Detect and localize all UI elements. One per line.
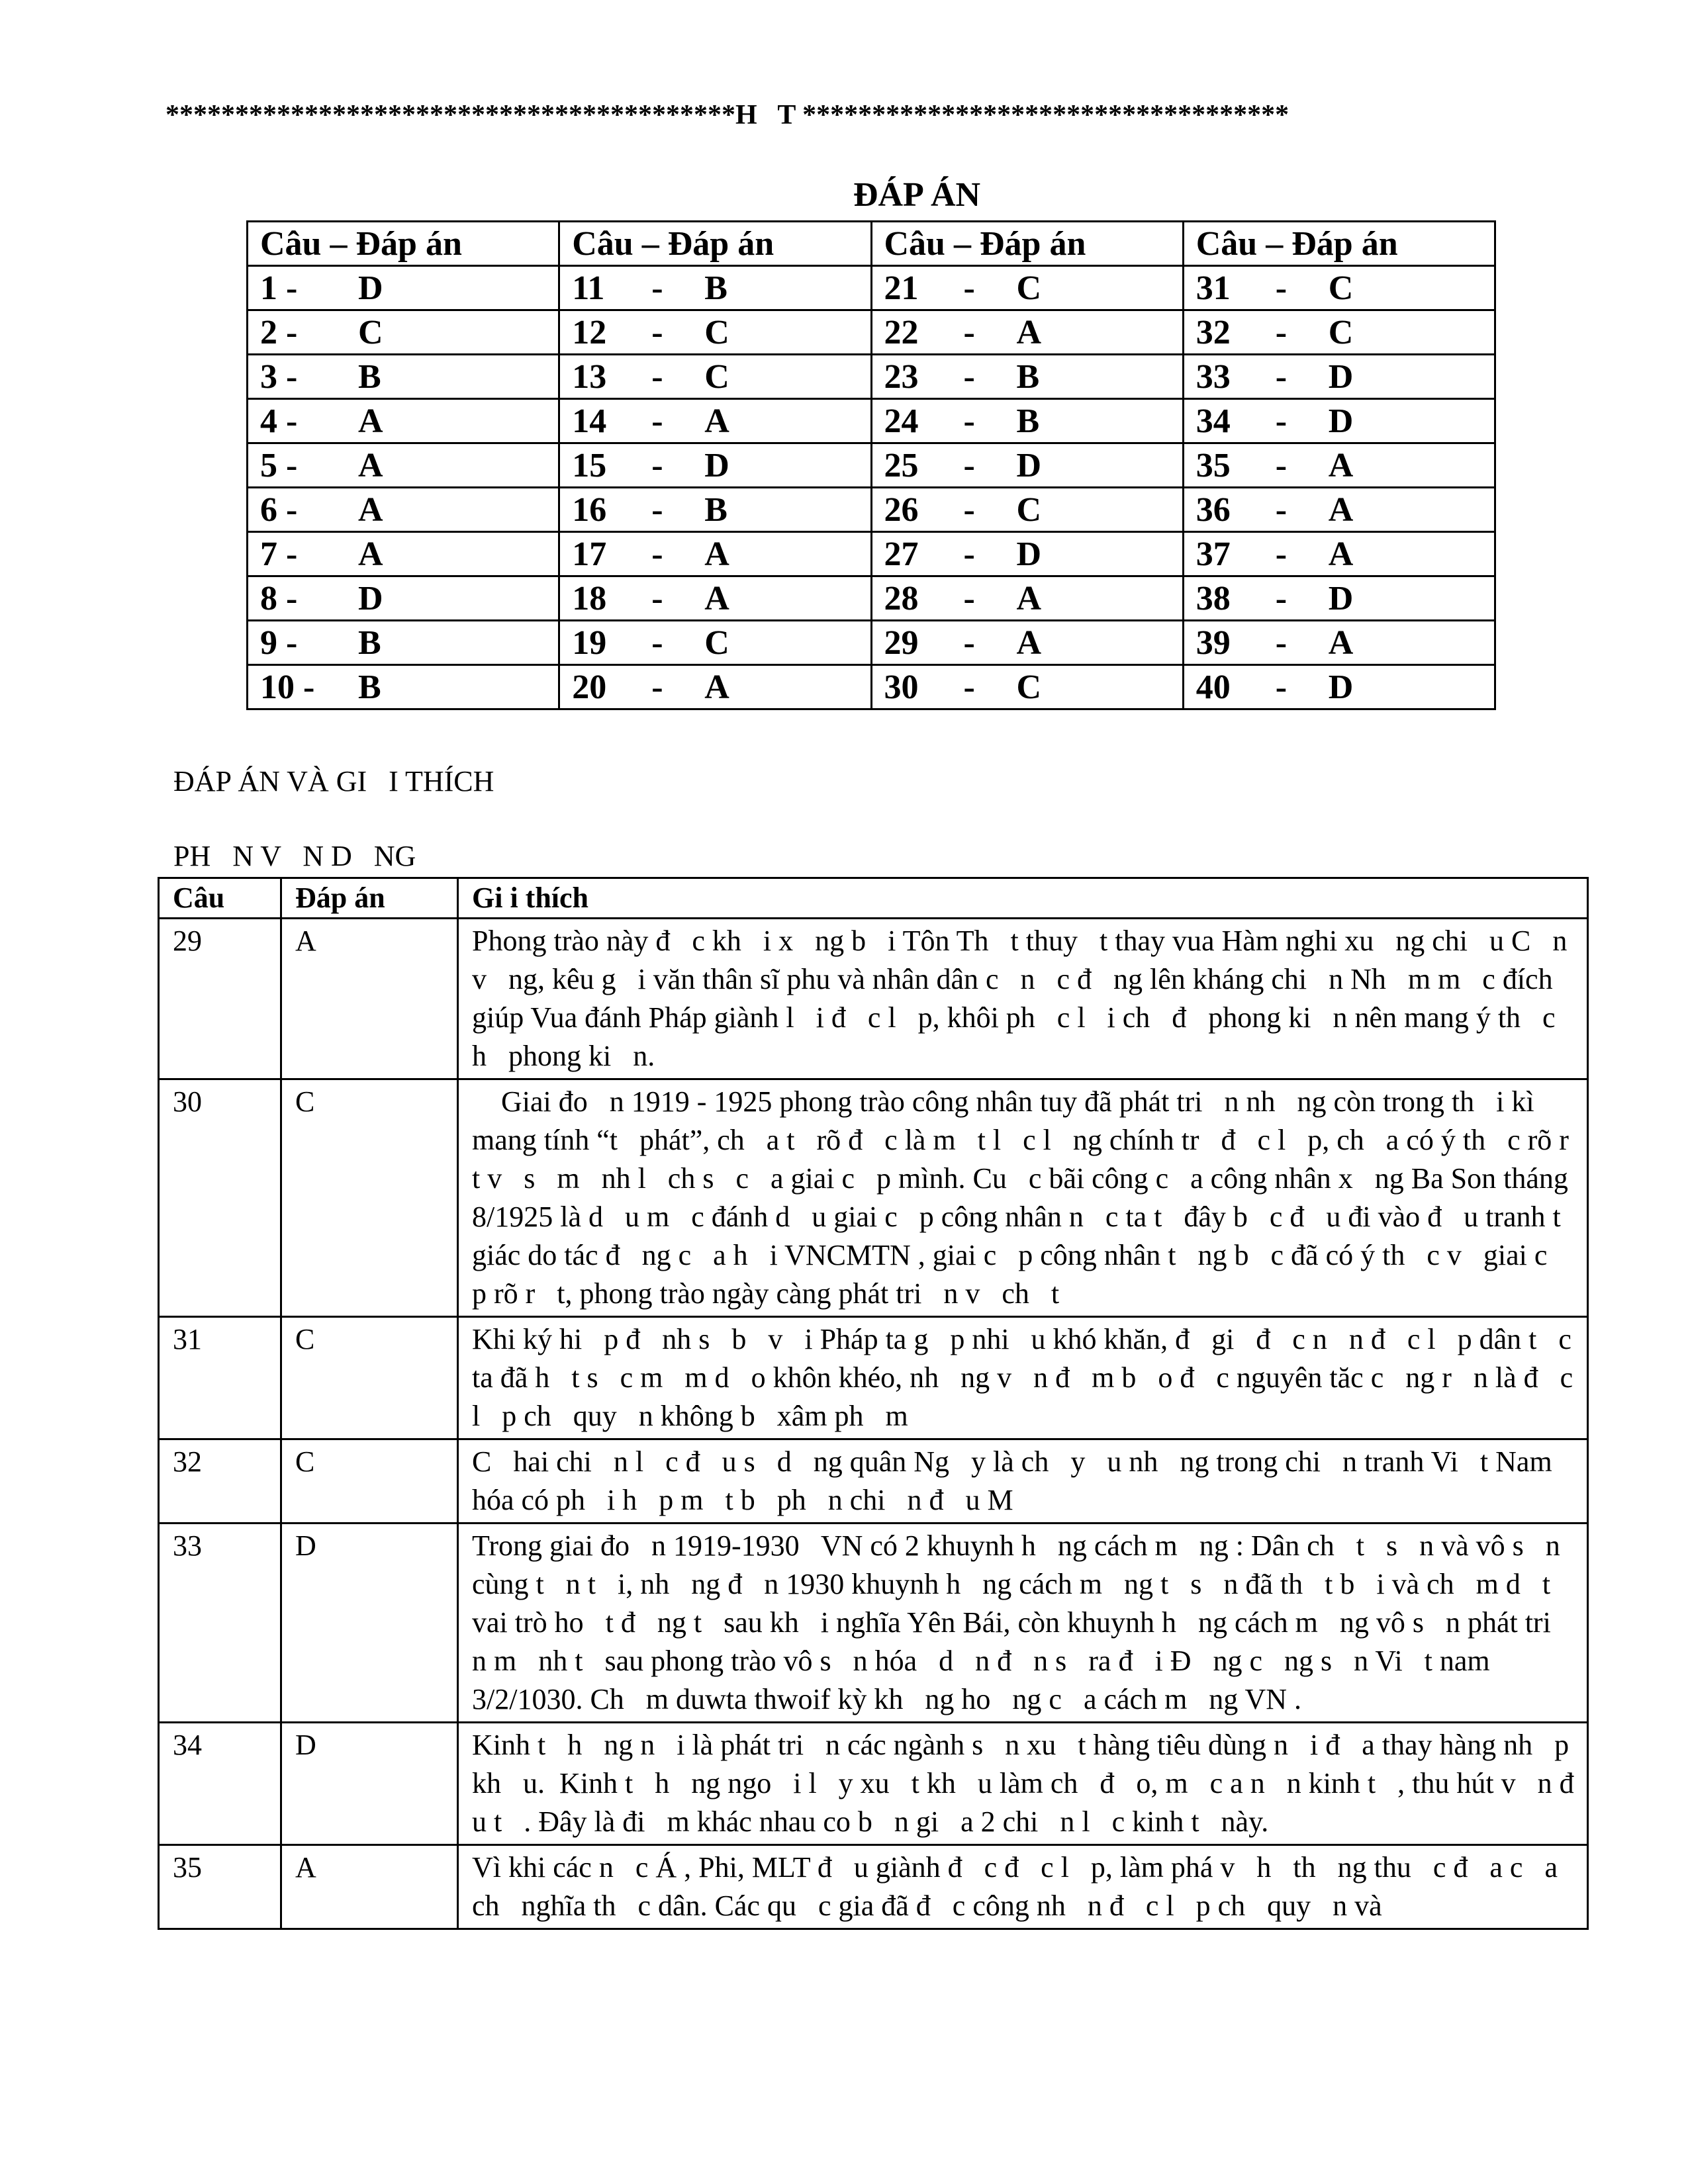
separator-dash: - <box>651 446 663 484</box>
answer-letter: A <box>358 402 383 440</box>
column-header-explanation: Gi i thích <box>458 878 1588 919</box>
answer-letter: A <box>704 402 729 440</box>
answer-cell <box>871 621 1183 665</box>
question-number: 33 <box>159 1524 281 1723</box>
answer-cell <box>248 443 559 488</box>
column-header: Câu – Đáp án <box>559 222 871 266</box>
section-heading: ĐÁP ÁN VÀ GI I THÍCH <box>173 765 494 797</box>
answer-letter: D <box>281 1524 458 1723</box>
answer-letter: D <box>1016 446 1042 484</box>
answer-cell <box>1183 399 1495 443</box>
answer-cell <box>559 665 871 709</box>
question-number: 32 <box>159 1439 281 1524</box>
question-number: 36 <box>1196 490 1231 529</box>
question-number: 6 - <box>260 490 298 529</box>
separator-dash: - <box>963 535 975 573</box>
question-number: 5 - <box>260 446 298 484</box>
answer-cell <box>248 665 559 709</box>
answer-cell <box>871 399 1183 443</box>
answer-cell <box>1183 621 1495 665</box>
answer-letter: A <box>1328 490 1354 529</box>
explanation-header-row <box>159 878 1588 919</box>
separator-dash: - <box>963 579 975 617</box>
answer-cell <box>248 355 559 399</box>
answer-letter: D <box>1328 357 1354 396</box>
separator-dash: - <box>651 269 663 307</box>
separator-dash: - <box>963 668 975 706</box>
separator-dash: - <box>1275 402 1288 440</box>
answer-letter: D <box>358 579 383 617</box>
answer-letter: C <box>358 313 383 351</box>
separator-dash: - <box>1275 357 1288 396</box>
answer-letter: A <box>704 535 729 573</box>
question-number: 33 <box>1196 357 1231 396</box>
answer-letter: B <box>1016 402 1040 440</box>
answer-cell <box>871 576 1183 621</box>
answer-key-table <box>246 220 1496 710</box>
answer-cell <box>871 443 1183 488</box>
answer-cell <box>1183 488 1495 532</box>
explanation-row <box>159 1845 1588 1929</box>
answer-letter: B <box>1016 357 1040 396</box>
question-number: 35 <box>159 1845 281 1929</box>
explanation-row <box>159 1723 1588 1845</box>
answer-letter: B <box>358 623 381 662</box>
answer-letter: A <box>358 490 383 529</box>
column-header-answer: Đáp án <box>281 878 458 919</box>
question-number: 11 <box>572 269 605 307</box>
answer-cell <box>248 532 559 576</box>
question-number: 1 - <box>260 269 298 307</box>
stars-left: ***************************************** <box>165 100 735 130</box>
separator-dash: - <box>1275 535 1288 573</box>
answer-table-header-row <box>248 222 1495 266</box>
separator-dash: - <box>1275 269 1288 307</box>
answer-row <box>248 266 1495 310</box>
answer-row <box>248 488 1495 532</box>
answer-letter: A <box>1016 313 1042 351</box>
answer-letter: C <box>1016 668 1042 706</box>
answer-cell <box>559 310 871 355</box>
answer-letter: C <box>1016 490 1042 529</box>
answer-row <box>248 310 1495 355</box>
column-header: Câu – Đáp án <box>1183 222 1495 266</box>
explanation-text: C hai chi n l c đ u s d ng quân Ng y là ch y u nh ng trong chi n tranh Vi t Nam hóa có ph i h p m t b ph n chi n đ u M <box>458 1439 1588 1524</box>
question-number: 18 <box>572 579 607 617</box>
question-number: 8 - <box>260 579 298 617</box>
explanation-text: Khi ký hi p đ nh s b v i Pháp ta g p nhi u khó khăn, đ gi đ c n n đ c l p dân t c ta đã h t s c m m d o khôn khéo, nh ng v n đ m b o đ c nguyên tăc c ng r n là đ c l p ch quy n không b xâm ph m <box>458 1317 1588 1439</box>
answer-letter: B <box>358 668 381 706</box>
question-number: 19 <box>572 623 607 662</box>
answer-letter: D <box>281 1723 458 1845</box>
answer-letter: A <box>1016 579 1042 617</box>
separator-dash: - <box>1275 668 1288 706</box>
question-number: 30 <box>884 668 919 706</box>
separator-dash: - <box>963 490 975 529</box>
separator-dash: - <box>651 490 663 529</box>
answer-row <box>248 665 1495 709</box>
question-number: 26 <box>884 490 919 529</box>
answer-cell <box>871 355 1183 399</box>
answer-cell <box>248 310 559 355</box>
explanation-row <box>159 1079 1588 1317</box>
separator-dash: - <box>651 623 663 662</box>
separator-dash: - <box>963 446 975 484</box>
question-number: 24 <box>884 402 919 440</box>
answer-cell <box>871 310 1183 355</box>
separator-dash: - <box>651 579 663 617</box>
separator-dash: - <box>651 357 663 396</box>
answer-cell <box>871 488 1183 532</box>
answer-letter: C <box>704 623 729 662</box>
separator-dash: - <box>1275 623 1288 662</box>
question-number: 10 - <box>260 668 315 706</box>
question-number: 20 <box>572 668 607 706</box>
answer-cell <box>871 532 1183 576</box>
answer-letter: A <box>358 446 383 484</box>
answer-cell <box>1183 665 1495 709</box>
answer-cell <box>559 532 871 576</box>
question-number: 25 <box>884 446 919 484</box>
answer-letter: C <box>1328 313 1354 351</box>
question-number: 28 <box>884 579 919 617</box>
question-number: 2 - <box>260 313 298 351</box>
answer-cell <box>871 665 1183 709</box>
answer-letter: C <box>281 1317 458 1439</box>
answer-letter: A <box>1016 623 1042 662</box>
separator-dash: - <box>963 623 975 662</box>
answer-letter: A <box>1328 535 1354 573</box>
question-number: 32 <box>1196 313 1231 351</box>
question-number: 9 - <box>260 623 298 662</box>
explanation-text: Vì khi các n c Á , Phi, MLT đ u giành đ c đ c l p, làm phá v h th ng thu c đ a c a ch nghĩa th c dân. Các qu c gia đã đ c công nh n đ c l p ch quy n và <box>458 1845 1588 1929</box>
column-header-question: Câu <box>159 878 281 919</box>
answer-cell <box>559 488 871 532</box>
question-number: 40 <box>1196 668 1231 706</box>
question-number: 34 <box>159 1723 281 1845</box>
separator-dash: - <box>963 357 975 396</box>
answer-letter: D <box>358 269 383 307</box>
question-number: 27 <box>884 535 919 573</box>
question-number: 4 - <box>260 402 298 440</box>
separator-dash: - <box>651 402 663 440</box>
separator-dash: - <box>651 313 663 351</box>
separator-dash: - <box>1275 490 1288 529</box>
answer-row <box>248 355 1495 399</box>
answer-cell <box>1183 266 1495 310</box>
explanation-text: Phong trào này đ c kh i x ng b i Tôn Th t thuy t thay vua Hàm nghi xu ng chi u C n v ng, kêu g i văn thân sĩ phu và nhân dân c n c đ ng lên kháng chi n Nh m m c đích giúp Vua đánh Pháp giành l i đ c l p, khôi ph c l i ch đ phong ki n nên mang ý th c h phong ki n. <box>458 919 1588 1079</box>
question-number: 14 <box>572 402 607 440</box>
answer-cell <box>248 576 559 621</box>
stars-right: *********************************** <box>802 100 1289 130</box>
answer-letter: C <box>1016 269 1042 307</box>
question-number: 30 <box>159 1079 281 1317</box>
answer-cell <box>1183 355 1495 399</box>
answer-letter: A <box>1328 623 1354 662</box>
sub-heading: PH N V N D NG <box>173 840 416 872</box>
separator-dash: - <box>1275 579 1288 617</box>
answer-cell <box>559 355 871 399</box>
question-number: 39 <box>1196 623 1231 662</box>
answer-cell <box>559 399 871 443</box>
separator-dash: - <box>651 535 663 573</box>
answer-letter: C <box>281 1079 458 1317</box>
answer-letter: A <box>358 535 383 573</box>
separator-dash: - <box>1275 313 1288 351</box>
column-header: Câu – Đáp án <box>248 222 559 266</box>
question-number: 37 <box>1196 535 1231 573</box>
answer-cell <box>248 399 559 443</box>
question-number: 31 <box>1196 269 1231 307</box>
question-number: 22 <box>884 313 919 351</box>
question-number: 34 <box>1196 402 1231 440</box>
answer-cell <box>248 621 559 665</box>
question-number: 29 <box>884 623 919 662</box>
question-number: 23 <box>884 357 919 396</box>
header-marker: H T <box>735 100 796 130</box>
separator-dash: - <box>963 313 975 351</box>
answer-letter: D <box>704 446 729 484</box>
answer-row <box>248 576 1495 621</box>
answer-cell <box>559 443 871 488</box>
answer-letter: C <box>1328 269 1354 307</box>
answer-letter: A <box>704 579 729 617</box>
answer-row <box>248 621 1495 665</box>
answer-letter: B <box>704 490 727 529</box>
question-number: 21 <box>884 269 919 307</box>
question-number: 3 - <box>260 357 298 396</box>
answer-cell <box>248 488 559 532</box>
answer-letter: A <box>281 1845 458 1929</box>
explanation-text: Kinh t h ng n i là phát tri n các ngành s n xu t hàng tiêu dùng n i đ a thay hàng nh p kh u. Kinh t h ng ngo i l y xu t kh u làm ch đ o, m c a n n kinh t , thu hút v n đ u t . Đây là đi m khác nhau co b n gi a 2 chi n l c kinh t này. <box>458 1723 1588 1845</box>
answer-cell <box>1183 576 1495 621</box>
column-header: Câu – Đáp án <box>871 222 1183 266</box>
question-number: 29 <box>159 919 281 1079</box>
answer-letter: D <box>1328 668 1354 706</box>
separator-dash: - <box>963 269 975 307</box>
answer-cell <box>1183 443 1495 488</box>
explanation-row <box>159 919 1588 1079</box>
explanation-row <box>159 1439 1588 1524</box>
question-number: 7 - <box>260 535 298 573</box>
explanation-table <box>158 877 1596 1930</box>
explanation-row <box>159 1524 1588 1723</box>
answer-letter: D <box>1328 402 1354 440</box>
answer-letter: A <box>1328 446 1354 484</box>
answer-row <box>248 399 1495 443</box>
answer-letter: B <box>704 269 727 307</box>
question-number: 38 <box>1196 579 1231 617</box>
question-number: 35 <box>1196 446 1231 484</box>
answer-cell <box>559 621 871 665</box>
answer-row <box>248 443 1495 488</box>
header-separator <box>165 99 1556 131</box>
question-number: 16 <box>572 490 607 529</box>
explanation-text: Giai đo n 1919 - 1925 phong trào công nhân tuy đã phát tri n nh ng còn trong th i kì mang tính “t phát”, ch a t rõ đ c là m t l c l ng chính tr đ c l p, ch a có ý th c rõ r t v s m nh l ch s c a giai c p mình. Cu c bãi công c a công nhân x ng Ba Son tháng 8/1925 là d u m c đánh d u giai c p công nhân n c ta t đây b c đ u đi vào đ u tranh t giác do tác đ ng c a h i VNCMTN , giai c p công nhân t ng b c đã có ý th c v giai c p rõ r t, phong trào ngày càng phát tri n v ch t <box>458 1079 1588 1317</box>
page-title: ĐÁP ÁN <box>853 176 981 214</box>
answer-letter: B <box>358 357 381 396</box>
answer-letter: C <box>704 357 729 396</box>
question-number: 31 <box>159 1317 281 1439</box>
answer-letter: D <box>1016 535 1042 573</box>
question-number: 15 <box>572 446 607 484</box>
separator-dash: - <box>1275 446 1288 484</box>
answer-cell <box>559 266 871 310</box>
answer-letter: C <box>281 1439 458 1524</box>
question-number: 17 <box>572 535 607 573</box>
explanation-text: Trong giai đo n 1919-1930 VN có 2 khuynh h ng cách m ng : Dân ch t s n và vô s n cùng t n t i, nh ng đ n 1930 khuynh h ng cách m ng t s n đã th t b i và ch m d t vai trò ho t đ ng t sau kh i nghĩa Yên Bái, còn khuynh h ng cách m ng vô s n phát tri n m nh t sau phong trào vô s n hóa d n đ n s ra đ i Đ ng c ng s n Vi t nam 3/2/1030. Ch m duwta thwoif kỳ kh ng ho ng c a cách m ng VN . <box>458 1524 1588 1723</box>
separator-dash: - <box>963 402 975 440</box>
answer-letter: C <box>704 313 729 351</box>
answer-cell <box>1183 532 1495 576</box>
question-number: 12 <box>572 313 607 351</box>
separator-dash: - <box>651 668 663 706</box>
answer-row <box>248 532 1495 576</box>
question-number: 13 <box>572 357 607 396</box>
answer-cell <box>871 266 1183 310</box>
answer-letter: A <box>704 668 729 706</box>
answer-cell <box>559 576 871 621</box>
answer-letter: A <box>281 919 458 1079</box>
answer-cell <box>1183 310 1495 355</box>
explanation-row <box>159 1317 1588 1439</box>
answer-letter: D <box>1328 579 1354 617</box>
answer-cell <box>248 266 559 310</box>
